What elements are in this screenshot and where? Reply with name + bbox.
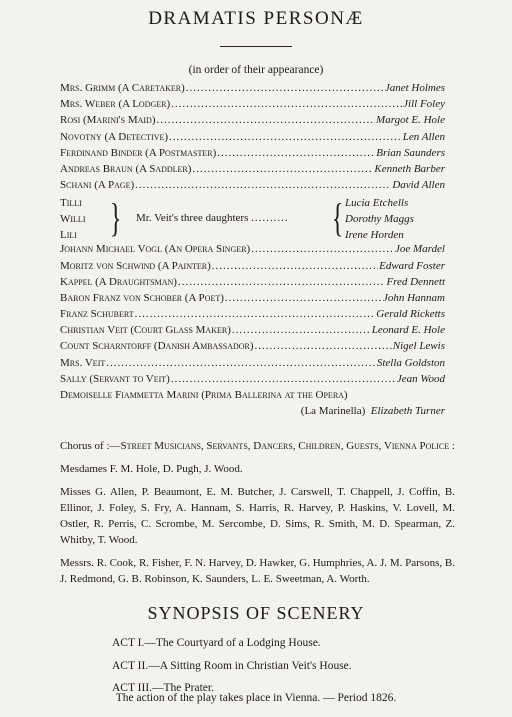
- daughter-name: Tilli: [60, 197, 82, 210]
- role-name: Christian Veit (Court Glass Maker): [60, 324, 231, 337]
- actor-name: Jean Wood: [396, 372, 445, 385]
- left-brace: }: [109, 195, 122, 241]
- act-line: ACT III.—The Prater.: [112, 682, 214, 694]
- cast-row-marini: [60, 389, 445, 405]
- chorus-section: [60, 438, 455, 587]
- cast-row: [60, 324, 445, 340]
- chorus-messrs: Messrs. R. Cook, R. Fisher, F. N. Harvey, D. Hawker, G. Humphries, A. J. M. Parsons, B. J. Redmond, G. B. Robinson, K. Saunders, L. E. Sweetman, A. Worth.: [60, 557, 455, 585]
- role-name: Mrs. Veit: [60, 356, 106, 369]
- daughters-names: [60, 195, 85, 243]
- daughter-name: Willi: [60, 213, 86, 226]
- leader-dots: [186, 82, 384, 94]
- cast-row: [60, 98, 445, 114]
- chorus-intro: Chorus of :—: [60, 440, 121, 452]
- leader-dots: [178, 276, 386, 288]
- actor-name: Nigel Lewis: [392, 340, 445, 353]
- leader-dots: [192, 163, 373, 175]
- actor-name: David Allen: [392, 179, 445, 192]
- leader-dots: [171, 373, 396, 385]
- role-name: Schani (A Page): [60, 179, 135, 192]
- leader-dots: [135, 179, 391, 191]
- title-divider: [220, 46, 292, 47]
- role-name: Baron Franz von Schober (A Poet): [60, 291, 224, 304]
- cast-row: [60, 340, 445, 356]
- role-name: Mrs. Grimm (A Caretaker): [60, 82, 185, 94]
- cast-list: [60, 82, 445, 421]
- actor-name: Margot E. Hole: [376, 114, 445, 127]
- role-name: Novotny (A Detective): [60, 130, 169, 143]
- role-name: Mrs. Weber (A Lodger): [60, 98, 171, 111]
- cast-subtitle: (in order of their appearance): [188, 64, 324, 76]
- role-name: Count Scharntorff (Danish Ambassador): [60, 340, 254, 353]
- cast-row: [60, 82, 445, 98]
- leader-dots: [255, 340, 392, 352]
- actor-name: Gerald Ricketts: [376, 308, 445, 321]
- actor-name: Irene Horden: [345, 229, 404, 242]
- daughters-description-text: Mr. Veit's three daughters: [136, 212, 249, 225]
- leader-dots: [156, 114, 375, 126]
- synopsis-heading: SYNOPSIS OF SCENERY: [147, 603, 365, 623]
- role-name: Andreas Braun (A Saddler): [60, 162, 192, 175]
- act-line: ACT II.—A Sitting Room in Christian Veit's House.: [112, 659, 352, 672]
- chorus-mesdames: Mesdames F. M. Hole, D. Pugh, J. Wood.: [60, 463, 243, 475]
- cast-row: [60, 131, 445, 147]
- chorus-list: Street Musicians, Servants, Dancers, Children, Guests, Vienna Police :: [120, 440, 455, 452]
- actor-name: Brian Saunders: [376, 146, 445, 159]
- actor-name: Leonard E. Hole: [371, 324, 445, 337]
- role-name: Rosi (Marini's Maid): [60, 114, 156, 127]
- cast-row: [60, 243, 445, 259]
- cast-row: [60, 373, 445, 389]
- leader-dots: [106, 357, 376, 369]
- actor-name: Kenneth Barber: [374, 162, 445, 175]
- page-title: DRAMATIS PERSONÆ: [148, 8, 364, 29]
- role-name: Franz Schubert: [60, 308, 134, 321]
- cast-row: [60, 163, 445, 179]
- acts-list: [112, 632, 352, 700]
- daughters-group: [60, 195, 445, 243]
- cast-row: [60, 147, 445, 163]
- cast-row: [60, 276, 445, 292]
- setting-note: The action of the play takes place in Vienna. — Period 1826.: [115, 692, 397, 704]
- cast-row: [60, 260, 445, 276]
- daughter-name: Lili: [60, 229, 77, 242]
- actor-name: Elizabeth Turner: [370, 405, 445, 418]
- role-name: Sally (Servant to Veit): [60, 372, 170, 385]
- chorus-heading: [60, 438, 455, 454]
- marini-alias: (La Marinella): [300, 405, 366, 418]
- role-name: Ferdinand Binder (A Postmaster): [60, 146, 217, 159]
- right-brace: {: [331, 195, 344, 241]
- role-name: Kappel (A Draughtsman): [60, 275, 177, 288]
- cast-row: [60, 357, 445, 373]
- leader-dots: [217, 147, 375, 159]
- chorus-misses: Misses G. Allen, P. Beaumont, E. M. Butcher, J. Carswell, T. Chappell, J. Coffin, B. Ellinor, J. Foley, S. Fry, A. Hannam, S. Harris, R. Harvey, P. Haskins, V. Lovell, M. Ostler, R. Perris, C. Scrombe, M. Sercombe, D. Sims, R. Smith, M. D. Spearman, Z. Whitby, T. Wood.: [60, 486, 455, 546]
- leader-dots: [232, 324, 371, 336]
- actor-name: Edward Foster: [379, 259, 445, 272]
- leader-dots: [171, 98, 402, 110]
- act-line: ACT I.—The Courtyard of a Lodging House.: [112, 637, 321, 649]
- actor-name: Lucia Etchells: [345, 197, 409, 210]
- cast-row: [60, 114, 445, 130]
- leader-dots: [212, 260, 378, 272]
- marini-actor-line: [60, 405, 445, 421]
- cast-row: [60, 308, 445, 324]
- actor-name: Jill Foley: [403, 98, 445, 111]
- leader-dots: [135, 308, 376, 320]
- leader-dots: [251, 243, 394, 255]
- leader-dots: [169, 131, 402, 143]
- actor-name: Fred Dennett: [386, 275, 445, 288]
- daughters-description: Mr. Veit's three daughters ..........: [136, 212, 289, 225]
- actor-name: Joe Mardel: [395, 243, 445, 256]
- actor-name: Len Allen: [402, 130, 445, 143]
- leader-dots: [225, 292, 382, 304]
- cast-row: [60, 292, 445, 308]
- actor-name: Dorothy Maggs: [345, 213, 414, 226]
- actor-name: Janet Holmes: [384, 82, 445, 94]
- daughters-actors: [345, 195, 445, 243]
- actor-name: John Hannam: [382, 291, 445, 304]
- actor-name: Stella Goldston: [376, 356, 445, 369]
- cast-row: [60, 179, 445, 195]
- role-name: Demoiselle Fiammetta Marini (Prima Ballerina at the Opera): [60, 389, 348, 401]
- role-name: Johann Michael Vogl (An Opera Singer): [60, 243, 251, 256]
- role-name: Moritz von Schwind (A Painter): [60, 259, 211, 272]
